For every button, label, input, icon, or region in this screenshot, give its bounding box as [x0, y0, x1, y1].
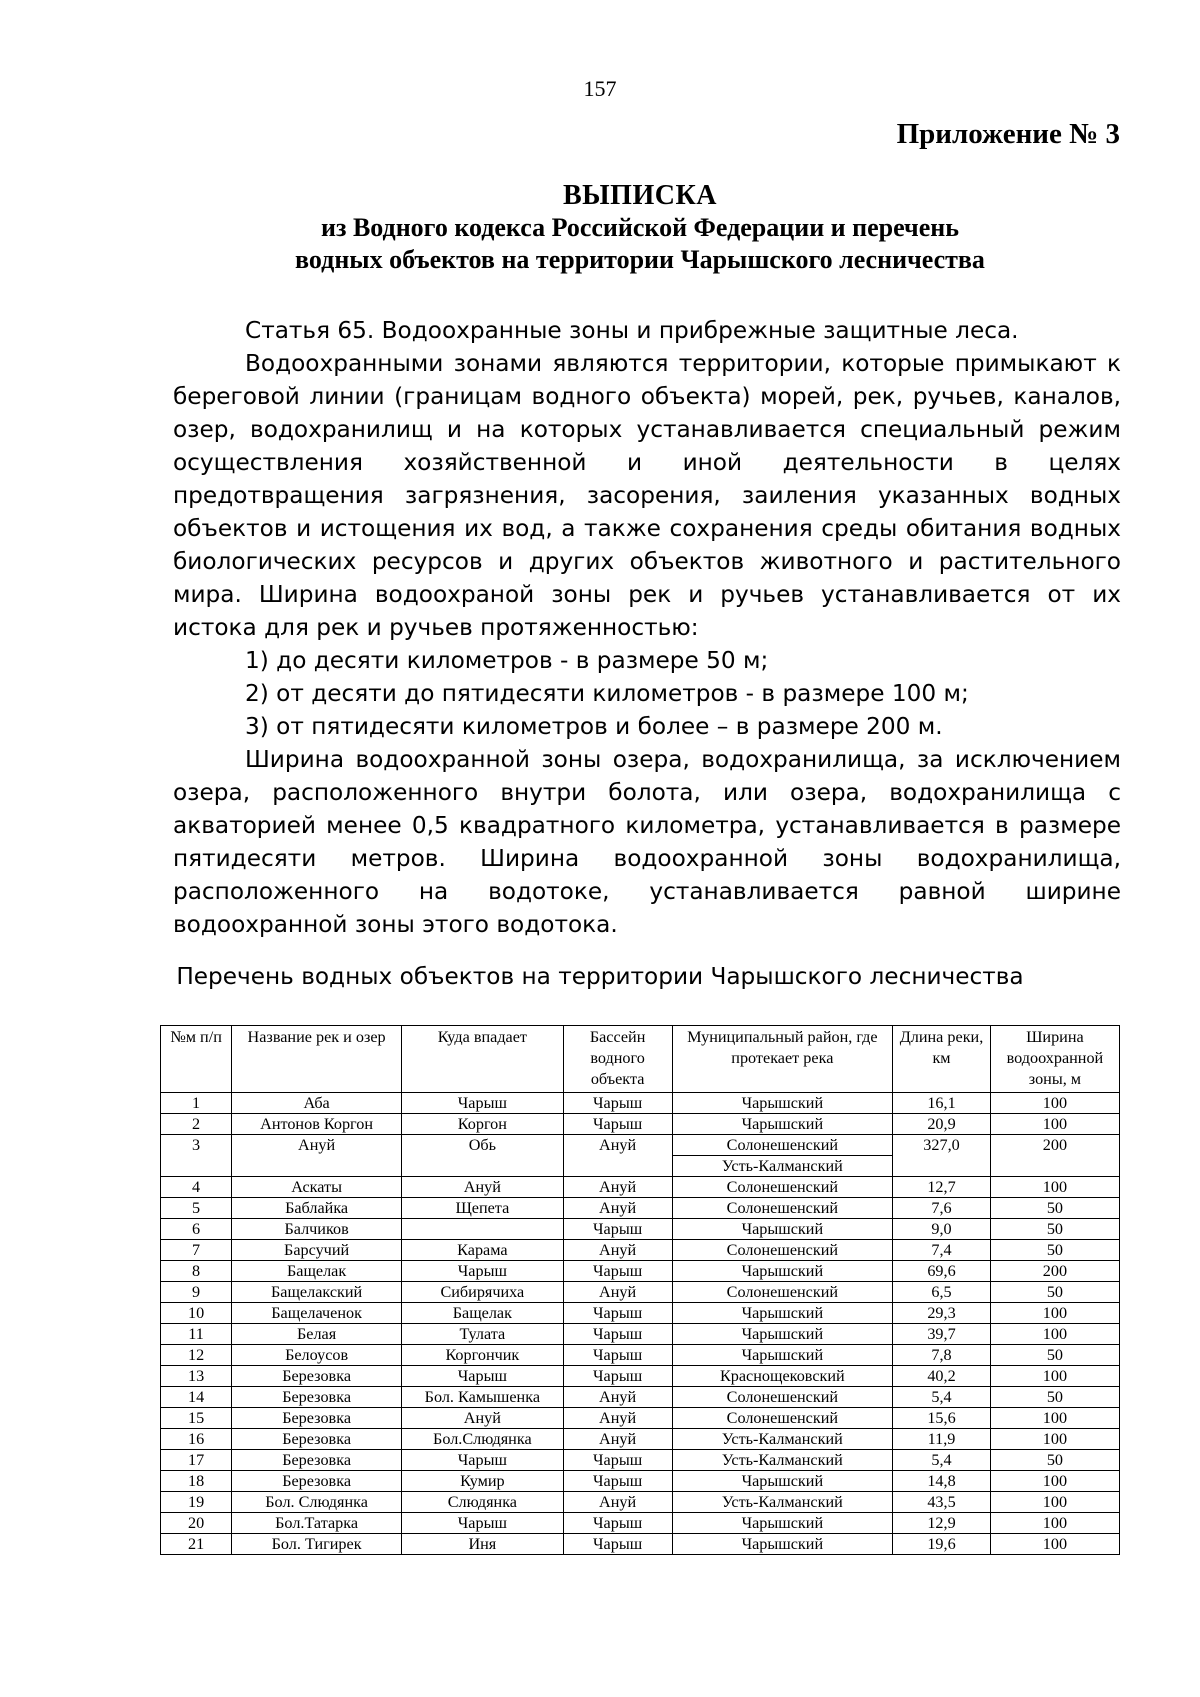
cell-zone-width: 100 — [990, 1303, 1119, 1324]
cell-length: 11,9 — [893, 1429, 991, 1450]
cell-district: Солонешенский — [672, 1408, 893, 1429]
cell-number: 2 — [161, 1114, 232, 1135]
cell-district: Чарышский — [672, 1303, 893, 1324]
title-line-3: водных объектов на территории Чарышского лесничества — [295, 245, 985, 274]
cell-name: Березовка — [232, 1471, 402, 1492]
cell-name: Антонов Коргон — [232, 1114, 402, 1135]
paragraph: Водоохранными зонами являются территории, которые примыкают к береговой линии (границам водного объекта) морей, рек, ручьев, каналов, озер, водохранилищ и на которых устанавливается специальный режим осуществления хозяйственной и иной деятельности в целях предотвращения загрязнения, засорения, заиления указанных водных объектов и истощения их вод, а также сохранения среды обитания водных биологических ресурсов и других объектов животного и растительного мира. Ширина водоохраной зоны рек и ручьев устанавливается от их истока для рек и ручьев протяженностью: — [173, 350, 1121, 641]
header-zone-width: Ширина водоохранной зоны, м — [990, 1026, 1119, 1093]
cell-number: 4 — [161, 1177, 232, 1198]
cell-number: 14 — [161, 1387, 232, 1408]
cell-district: Солонешенский — [672, 1135, 893, 1156]
cell-mouth: Обь — [402, 1135, 564, 1177]
cell-mouth: Бол.Слюдянка — [402, 1429, 564, 1450]
table-row — [161, 1408, 1120, 1429]
table-row — [161, 1471, 1120, 1492]
cell-mouth: Тулата — [402, 1324, 564, 1345]
table-header-row — [161, 1026, 1120, 1093]
document-title — [160, 180, 1120, 276]
cell-zone-width: 50 — [990, 1345, 1119, 1366]
table-row — [161, 1429, 1120, 1450]
page-number: 157 — [583, 76, 617, 101]
cell-number: 20 — [161, 1513, 232, 1534]
cell-zone-width: 100 — [990, 1492, 1119, 1513]
cell-district: Чарышский — [672, 1345, 893, 1366]
cell-basin: Чарыш — [563, 1093, 672, 1114]
cell-name: Аба — [232, 1093, 402, 1114]
cell-name: Аскаты — [232, 1177, 402, 1198]
table-row — [161, 1387, 1120, 1408]
table-row — [161, 1450, 1120, 1471]
cell-basin: Ануй — [563, 1408, 672, 1429]
cell-zone-width: 100 — [990, 1513, 1119, 1534]
table-caption: Перечень водных объектов на территории Чарышского лесничества — [176, 963, 1024, 990]
cell-length: 7,4 — [893, 1240, 991, 1261]
cell-zone-width: 50 — [990, 1387, 1119, 1408]
cell-basin: Чарыш — [563, 1513, 672, 1534]
cell-district: Солонешенский — [672, 1387, 893, 1408]
header-length: Длина реки, км — [893, 1026, 991, 1093]
cell-basin: Ануй — [563, 1198, 672, 1219]
cell-basin: Чарыш — [563, 1114, 672, 1135]
cell-basin: Ануй — [563, 1177, 672, 1198]
cell-district: Чарышский — [672, 1114, 893, 1135]
cell-basin: Ануй — [563, 1492, 672, 1513]
cell-name: Березовка — [232, 1387, 402, 1408]
cell-mouth: Щепета — [402, 1198, 564, 1219]
cell-name: Бол. Слюдянка — [232, 1492, 402, 1513]
cell-number: 21 — [161, 1534, 232, 1555]
cell-number: 15 — [161, 1408, 232, 1429]
cell-basin: Чарыш — [563, 1324, 672, 1345]
table-row — [161, 1513, 1120, 1534]
cell-name: Ануй — [232, 1135, 402, 1177]
cell-mouth: Ануй — [402, 1408, 564, 1429]
title-line-1: ВЫПИСКА — [563, 180, 717, 211]
list-item: 2) от десяти до пятидесяти километров - в размере 100 м; — [245, 680, 969, 707]
cell-number: 13 — [161, 1366, 232, 1387]
cell-district: Усть-Калманский — [672, 1492, 893, 1513]
cell-length: 40,2 — [893, 1366, 991, 1387]
cell-number: 10 — [161, 1303, 232, 1324]
table-row — [161, 1345, 1120, 1366]
cell-name: Бащелак — [232, 1261, 402, 1282]
cell-mouth: Сибирячиха — [402, 1282, 564, 1303]
table-row — [161, 1240, 1120, 1261]
cell-mouth: Чарыш — [402, 1093, 564, 1114]
cell-length: 43,5 — [893, 1492, 991, 1513]
cell-mouth: Чарыш — [402, 1366, 564, 1387]
cell-number: 16 — [161, 1429, 232, 1450]
cell-district: Солонешенский — [672, 1177, 893, 1198]
cell-basin: Ануй — [563, 1135, 672, 1177]
paragraph: Ширина водоохранной зоны озера, водохранилища, за исключением озера, расположенного внутри болота, или озера, водохранилища с акваторией менее 0,5 квадратного километра, устанавливается в размере пятидесяти метров. Ширина водоохранной зоны водохранилища, расположенного на водотоке, устанавливается равной ширине водоохранной зоны этого водотока. — [173, 746, 1121, 938]
cell-name: Балчиков — [232, 1219, 402, 1240]
cell-zone-width: 50 — [990, 1282, 1119, 1303]
cell-mouth: Слюдянка — [402, 1492, 564, 1513]
cell-district: Чарышский — [672, 1324, 893, 1345]
cell-number: 7 — [161, 1240, 232, 1261]
table-row — [161, 1492, 1120, 1513]
cell-district: Краснощековский — [672, 1366, 893, 1387]
cell-name: Березовка — [232, 1450, 402, 1471]
cell-number: 18 — [161, 1471, 232, 1492]
cell-zone-width: 200 — [990, 1261, 1119, 1282]
cell-name: Бащелаченок — [232, 1303, 402, 1324]
cell-zone-width: 50 — [990, 1219, 1119, 1240]
cell-zone-width: 100 — [990, 1114, 1119, 1135]
cell-length: 9,0 — [893, 1219, 991, 1240]
cell-mouth: Кумир — [402, 1471, 564, 1492]
cell-zone-width: 50 — [990, 1450, 1119, 1471]
cell-district: Солонешенский — [672, 1198, 893, 1219]
cell-length: 12,7 — [893, 1177, 991, 1198]
cell-name: Белая — [232, 1324, 402, 1345]
table-row — [161, 1198, 1120, 1219]
cell-length: 12,9 — [893, 1513, 991, 1534]
cell-basin: Чарыш — [563, 1219, 672, 1240]
cell-zone-width: 100 — [990, 1093, 1119, 1114]
cell-district: Усть-Калманский — [672, 1450, 893, 1471]
cell-mouth: Коргон — [402, 1114, 564, 1135]
cell-length: 7,6 — [893, 1198, 991, 1219]
cell-zone-width: 100 — [990, 1429, 1119, 1450]
table-row — [161, 1135, 1120, 1156]
cell-length: 39,7 — [893, 1324, 991, 1345]
cell-mouth: Чарыш — [402, 1513, 564, 1534]
cell-basin: Ануй — [563, 1240, 672, 1261]
cell-name: Бащелакский — [232, 1282, 402, 1303]
cell-district: Солонешенский — [672, 1282, 893, 1303]
cell-name: Березовка — [232, 1366, 402, 1387]
header-district: Муниципальный район, где протекает река — [672, 1026, 893, 1093]
header-name: Название рек и озер — [232, 1026, 402, 1093]
cell-name: Березовка — [232, 1408, 402, 1429]
cell-name: Барсучий — [232, 1240, 402, 1261]
article-text — [173, 314, 1121, 941]
cell-mouth: Бол. Камышенка — [402, 1387, 564, 1408]
cell-zone-width: 100 — [990, 1366, 1119, 1387]
appendix-label: Приложение № 3 — [896, 118, 1120, 150]
cell-number: 1 — [161, 1093, 232, 1114]
table-row — [161, 1114, 1120, 1135]
title-line-2: из Водного кодекса Российской Федерации и перечень — [321, 213, 959, 242]
cell-length: 16,1 — [893, 1093, 991, 1114]
header-number: №м п/п — [161, 1026, 232, 1093]
cell-district: Солонешенский — [672, 1240, 893, 1261]
list-item: 3) от пятидесяти километров и более – в размере 200 м. — [245, 713, 943, 740]
cell-number: 19 — [161, 1492, 232, 1513]
cell-name: Баблайка — [232, 1198, 402, 1219]
cell-length: 7,8 — [893, 1345, 991, 1366]
cell-mouth: Чарыш — [402, 1450, 564, 1471]
cell-length: 5,4 — [893, 1450, 991, 1471]
cell-mouth: Иня — [402, 1534, 564, 1555]
cell-number: 9 — [161, 1282, 232, 1303]
cell-district: Усть-Калманский — [672, 1429, 893, 1450]
table-row — [161, 1093, 1120, 1114]
cell-length: 20,9 — [893, 1114, 991, 1135]
table-body — [161, 1093, 1120, 1555]
cell-name: Белоусов — [232, 1345, 402, 1366]
cell-name: Бол.Татарка — [232, 1513, 402, 1534]
cell-zone-width: 100 — [990, 1177, 1119, 1198]
cell-mouth: Чарыш — [402, 1261, 564, 1282]
cell-mouth: Ануй — [402, 1177, 564, 1198]
cell-zone-width: 100 — [990, 1324, 1119, 1345]
cell-number: 17 — [161, 1450, 232, 1471]
cell-name: Березовка — [232, 1429, 402, 1450]
cell-length: 327,0 — [893, 1135, 991, 1177]
cell-basin: Ануй — [563, 1429, 672, 1450]
cell-length: 6,5 — [893, 1282, 991, 1303]
cell-number: 11 — [161, 1324, 232, 1345]
cell-length: 29,3 — [893, 1303, 991, 1324]
cell-number: 5 — [161, 1198, 232, 1219]
cell-number: 8 — [161, 1261, 232, 1282]
cell-length: 14,8 — [893, 1471, 991, 1492]
cell-zone-width: 50 — [990, 1198, 1119, 1219]
cell-mouth: Бащелак — [402, 1303, 564, 1324]
table-row — [161, 1303, 1120, 1324]
cell-zone-width: 100 — [990, 1471, 1119, 1492]
cell-district: Чарышский — [672, 1513, 893, 1534]
cell-district: Чарышский — [672, 1261, 893, 1282]
cell-number: 12 — [161, 1345, 232, 1366]
cell-basin: Ануй — [563, 1282, 672, 1303]
table-row — [161, 1282, 1120, 1303]
cell-basin: Чарыш — [563, 1303, 672, 1324]
cell-mouth: Карама — [402, 1240, 564, 1261]
cell-basin: Чарыш — [563, 1471, 672, 1492]
cell-mouth — [402, 1219, 564, 1240]
header-basin: Бассейн водного объекта — [563, 1026, 672, 1093]
cell-length: 5,4 — [893, 1387, 991, 1408]
cell-zone-width: 50 — [990, 1240, 1119, 1261]
cell-basin: Чарыш — [563, 1261, 672, 1282]
cell-district: Чарышский — [672, 1093, 893, 1114]
header-mouth: Куда впадает — [402, 1026, 564, 1093]
cell-district: Чарышский — [672, 1471, 893, 1492]
cell-district: Чарышский — [672, 1534, 893, 1555]
cell-district: Усть-Калманский — [672, 1156, 893, 1177]
cell-basin: Чарыш — [563, 1450, 672, 1471]
cell-zone-width: 100 — [990, 1408, 1119, 1429]
table-row — [161, 1177, 1120, 1198]
cell-length: 19,6 — [893, 1534, 991, 1555]
cell-zone-width: 100 — [990, 1534, 1119, 1555]
cell-basin: Чарыш — [563, 1366, 672, 1387]
cell-zone-width: 200 — [990, 1135, 1119, 1177]
table-row — [161, 1261, 1120, 1282]
cell-length: 15,6 — [893, 1408, 991, 1429]
table-row — [161, 1324, 1120, 1345]
cell-number: 6 — [161, 1219, 232, 1240]
paragraph: Статья 65. Водоохранные зоны и прибрежные защитные леса. — [245, 317, 1019, 344]
cell-district: Чарышский — [672, 1219, 893, 1240]
cell-mouth: Коргончик — [402, 1345, 564, 1366]
water-objects-table — [160, 1025, 1120, 1555]
table-row — [161, 1366, 1120, 1387]
table-row — [161, 1534, 1120, 1555]
table-row — [161, 1219, 1120, 1240]
cell-length: 69,6 — [893, 1261, 991, 1282]
cell-basin: Чарыш — [563, 1345, 672, 1366]
cell-number: 3 — [161, 1135, 232, 1177]
cell-basin: Чарыш — [563, 1534, 672, 1555]
cell-basin: Ануй — [563, 1387, 672, 1408]
list-item: 1) до десяти километров - в размере 50 м; — [245, 647, 769, 674]
cell-name: Бол. Тигирек — [232, 1534, 402, 1555]
